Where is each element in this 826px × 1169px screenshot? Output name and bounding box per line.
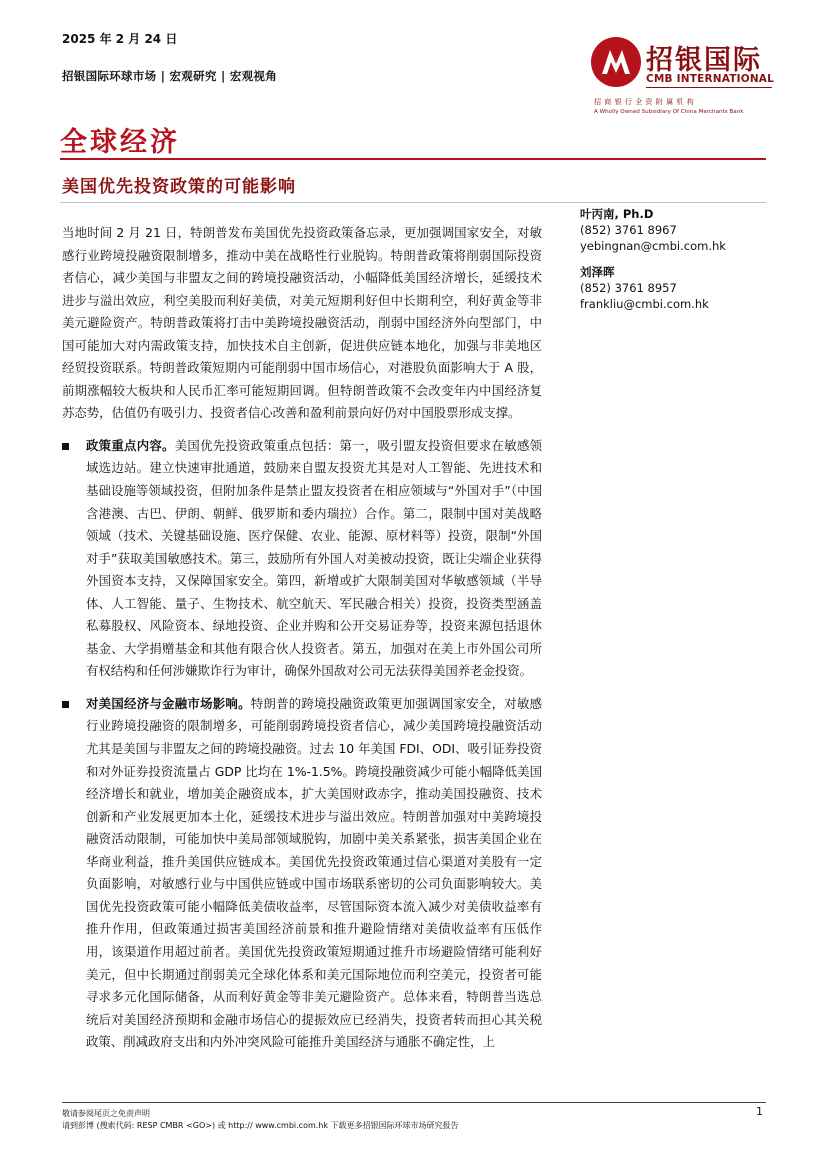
section-title: 全球经济 — [60, 127, 180, 158]
bullet-heading: 政策重点内容。 — [86, 437, 175, 453]
logo-mark-icon — [590, 36, 642, 88]
footer-link-text[interactable]: 请到彭博 (搜索代码: RESP CMBR <GO>) 或 http:// www.cmbi.com.hk 下载更多招银国际环球市场研究报告 — [62, 1121, 459, 1130]
bullet-policy-content — [62, 435, 542, 683]
bullet-us-impact — [62, 693, 542, 1054]
author-email[interactable]: frankliu@cmbi.com.hk — [580, 297, 709, 311]
logo-name-cn: 招银国际 — [646, 45, 762, 76]
author-name: 叶丙南, Ph.D — [580, 207, 654, 221]
page-number: 1 — [756, 1105, 763, 1118]
author-email[interactable]: yebingnan@cmbi.com.hk — [580, 239, 726, 253]
author-phone: (852) 3761 8957 — [580, 281, 677, 295]
subtitle-divider — [60, 202, 766, 203]
bullet-text: 美国优先投资政策重点包括：第一，吸引盟友投资但要求在敏感领域选边站。建立快速审批通道，鼓励来自盟友投资尤其是对人工智能、先进技术和基础设施等领域投资，但附加条件是禁止盟友投资者在相应领域与“外国对手”（中国含港澳、古巴、伊朗、朝鲜、俄罗斯和委内瑞拉）合作。第二，限制中国对美战略领域（技术、关键基础设施、医疗保健、农业、能源、原材料等）投资，限制“外国对手”获取美国敏感技术。第三，鼓励所有外国人对美被动投资，既让尖端企业获得外国资本支持，又保障国家安全。第四，新增或扩大限制美国对华敏感领域（半导体、人工智能、量子、生物技术、航空航天、军民融合相关）投资，投资类型涵盖私募股权、风险资本、绿地投资、企业并购和公开交易证券等，投资来源包括退休基金、大学捐赠基金和其他有限合伙人投资者。第五，加强对在美上市外国公司所有权结构和任何涉嫌欺诈行为审计，确保外国敌对公司无法获得美国养老金投资。 — [86, 437, 543, 679]
report-date: 2025 年 2 月 24 日 — [62, 32, 178, 46]
title-divider — [60, 158, 766, 160]
breadcrumb: 招银国际环球市场 | 宏观研究 | 宏观视角 — [62, 69, 278, 83]
author-name: 刘泽晖 — [580, 265, 615, 279]
company-logo — [590, 34, 780, 124]
logo-tagline-en: A Wholly Owned Subsidiary Of China Merchants Bank — [594, 109, 744, 115]
logo-divider — [646, 87, 772, 88]
footer-disclaimer: 敬请参阅尾页之免责声明 — [62, 1109, 150, 1118]
author-phone: (852) 3761 8967 — [580, 223, 677, 237]
report-body — [62, 222, 542, 1054]
author-sidebar — [580, 206, 780, 312]
bullet-square-icon — [62, 701, 69, 708]
report-subtitle: 美国优先投资政策的可能影响 — [62, 177, 296, 197]
intro-paragraph: 当地时间 2 月 21 日，特朗普发布美国优先投资政策备忘录，更加强调国家安全，对敏感行业跨境投融资限制增多，推动中美在战略性行业脱钩。特朗普政策将削弱国际投资者信心，减少美国与非盟友之间的跨境投融资活动，小幅降低美国经济增长，延缓技术进步与溢出效应，利空美股而利好美债，对美元短期利好但中长期利空，利好黄金等非美元避险资产。特朗普政策将打击中美跨境投融资活动，削弱中国经济外向型部门，中国可能加大对内需政策支持，加快技术自主创新，促进供应链本地化，加强与非美地区经贸投资联系。特朗普政策短期内可能削弱中国市场信心，对港股负面影响大于 A 股，前期涨幅较大板块和人民币汇率可能短期回调。但特朗普政策不会改变年内中国经济复苏态势，估值仍有吸引力、投资者信心改善和盈利前景向好仍对中国股票形成支撑。 — [62, 225, 542, 421]
bullet-heading: 对美国经济与金融市场影响。 — [86, 695, 251, 711]
bullet-text: 特朗普的跨境投融资政策更加强调国家安全，对敏感行业跨境投融资的限制增多，可能削弱跨境投资者信心，减少美国跨境投融资活动尤其是美国与非盟友之间的跨境投融资。过去 10 年美国 FDI、ODI、吸引证券投资和对外证券投资流量占 GDP 比均在 1%-1.5%。跨境投融资减少可能小幅降低美国经济增长和就业，增加美企融资成本，扩大美国财政赤字，推动美国投融资、技术创新和产业发展更加本土化，延缓技术进步与溢出效应。特朗普加强对中美跨境投融资活动限制，可能加快中美局部领域脱钩，加剧中美关系紧张，损害美国企业在华商业利益，推升美国供应链成本。美国优先投资政策通过信心渠道对美股有一定负面影响，对敏感行业与中国供应链或中国市场联系密切的公司负面影响较大。美国优先投资政策可能小幅降低美债收益率，尽管国际资本流入减少对美债收益率有推升作用，但政策通过损害美国经济前景和推升避险情绪对美债收益率有压低作用，该渠道作用超过前者。美国优先投资政策短期通过推升市场避险情绪可能利好美元，但中长期通过削弱美元全球化体系和美元国际地位而利空美元，投资者可能寻求多元化国际储备，从而利好黄金等非美元避险资产。总体来看，特朗普当选总统后对美国经济预期和金融市场信心的提振效应已经消失，投资者转而担心其关税政策、削减政府支出和内外冲突风险可能推升美国经济与通胀不确定性，上 — [86, 695, 543, 1050]
logo-tagline-cn: 招商银行全资附属机构 — [594, 98, 697, 106]
logo-name-en: CMB INTERNATIONAL — [646, 73, 775, 85]
footer-divider — [62, 1102, 766, 1103]
bullet-square-icon — [62, 443, 69, 450]
